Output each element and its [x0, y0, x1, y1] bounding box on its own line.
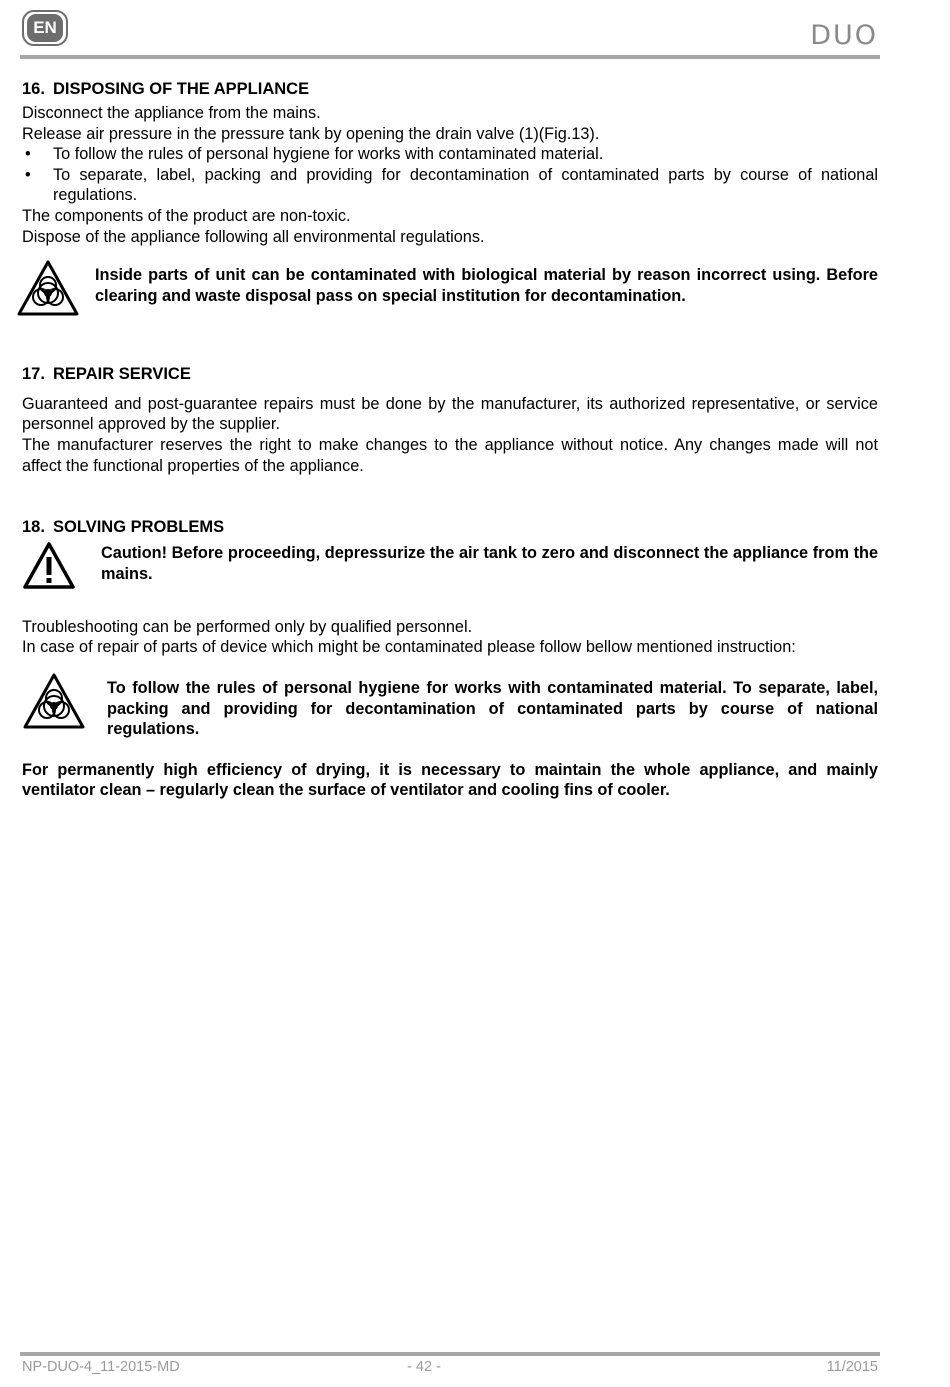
section-title: REPAIR SERVICE [53, 364, 191, 383]
footer-doc-code: NP-DUO-4_11-2015-MD [22, 1359, 180, 1375]
biohazard-icon [22, 672, 107, 736]
caution-notice [22, 543, 878, 597]
product-name: DUO [810, 20, 878, 51]
section-heading-disposing [22, 78, 878, 100]
biohazard-warning-text: Inside parts of unit can be contaminated with biological material by reason incorrect using. Before clearing and waste disposal pass on special institution for decontamination. [95, 266, 878, 305]
section-number: 18. [22, 518, 45, 537]
disposing-line-2: Release air pressure in the pressure tank by opening the drain valve (1)(Fig.13). [22, 124, 600, 143]
disposing-bullet-list [22, 144, 878, 206]
main-content [22, 78, 878, 801]
footer-date: 11/2015 [826, 1359, 878, 1375]
solving-line-2: In case of repair of parts of device which might be contaminated please follow bellow mentioned instruction: [22, 638, 796, 657]
footer-rule [20, 1352, 880, 1356]
footer-page-number: - 42 - [407, 1359, 441, 1375]
disposing-line-3: The components of the product are non-toxic. [22, 206, 351, 225]
biohazard-notice-solving [22, 678, 878, 740]
warning-icon [22, 541, 101, 597]
caution-text: Caution! Before proceeding, depressurize the air tank to zero and disconnect the appliance from the mains. [101, 544, 878, 583]
section-title: DISPOSING OF THE APPLIANCE [53, 80, 310, 98]
disposing-line-4: Dispose of the appliance following all environmental regulations. [22, 227, 485, 246]
list-item [22, 165, 878, 206]
bullet-icon: • [25, 145, 31, 164]
list-item-text: To follow the rules of personal hygiene for works with contaminated material. [53, 145, 604, 164]
section-heading-solving [22, 516, 878, 538]
disposing-line-1: Disconnect the appliance from the mains. [22, 104, 321, 122]
section-title: SOLVING PROBLEMS [53, 518, 225, 537]
list-item [22, 144, 878, 165]
biohazard-icon [16, 259, 95, 323]
bullet-icon: • [25, 165, 31, 184]
language-badge-label: EN [33, 18, 57, 37]
header-rule [20, 55, 880, 59]
solving-line-1: Troubleshooting can be performed only by qualified personnel. [22, 617, 473, 636]
list-item-text: To separate, label, packing and providing for decontamination of contaminated parts by course of national regulations. [53, 165, 878, 205]
repair-paragraph-2: The manufacturer reserves the right to make changes to the appliance without notice. Any changes made will not affect the functional properties of the appliance. [22, 435, 878, 475]
repair-paragraph-1: Guaranteed and post-guarantee repairs must be done by the manufacturer, its authorized representative, or service personnel approved by the supplier. [22, 394, 878, 434]
maintenance-note: For permanently high efficiency of drying, it is necessary to maintain the whole appliance, and mainly ventilator clean – regularly clean the surface of ventilator and cooling fins of cooler. [22, 760, 878, 800]
section-heading-repair [22, 363, 878, 385]
biohazard-notice-disposing [22, 265, 878, 323]
section-number: 16. [22, 80, 45, 98]
biohazard-warning-text: To follow the rules of personal hygiene for works with contaminated material. To separate, label, packing and providing for decontamination of contaminated parts by course of national regulations. [107, 678, 878, 739]
section-number: 17. [22, 364, 45, 383]
